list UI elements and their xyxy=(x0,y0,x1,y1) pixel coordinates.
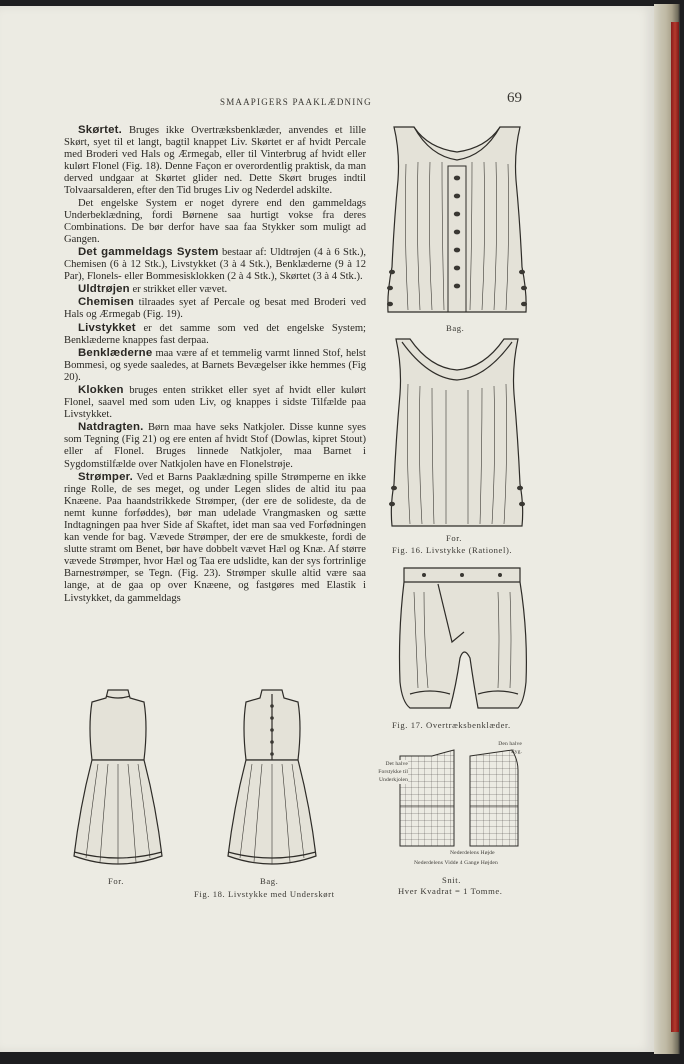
fig18-caption: Fig. 18. Livstykke med Underskørt xyxy=(194,889,335,899)
pattern-width-label: Nederdelens Vidde 4 Gange Højden xyxy=(414,860,498,866)
fig17-caption: Fig. 17. Overtræksbenklæder. xyxy=(392,720,511,730)
fig16-front-label: For. xyxy=(446,533,463,543)
fig18-front-label: For. xyxy=(108,876,125,886)
paragraph-skoertet: Skørtet. Bruges ikke Overtræksbenklæder, anvendes et lille Skørt, syet til et langt, bagtil knappet Liv. Skørtet er af hvidt Percale med Broderi ved Hals og Ærmegab, eller til Vinterbrug af hvidt eller kulørt Flonel (Fig. 18). Denne Façon er overordentlig praktisk, da man derved undgaar at Skørtet glider ned. Dette Skørt bruges indtil Tolvaarsalderen, efter den Tid bruges Liv og Nederdel adskilte. xyxy=(64,124,366,197)
fig17-overtrousers-illustration xyxy=(394,562,530,714)
paragraph-gammeldags-system: Det gammeldags System bestaar af: Uldtrøjen (4 à 6 Stk.), Chemisen (6 à 12 Stk.), Livstykket (3 à 4 Stk.), Benklæderne (9 à 12 Par), Flonels- eller Bommesisklokken (2 à 4 Stk.), Skørtet (3 à 4 Stk.). xyxy=(64,245,367,283)
heading-chemisen: Chemisen xyxy=(78,296,135,309)
paragraph-chemisen: Chemisen tilraades syet af Percale og besat med Broderi ved Hals og Ærmegab (Fig. 19). xyxy=(64,296,366,321)
heading-skoertet: Skørtet. xyxy=(78,124,123,136)
fig16-bodice-back-illustration xyxy=(384,122,530,318)
paragraph-benklaederne: Benklæderne maa være af et temmelig varmt linned Stof, helst Bommesi, og syede saaledes, at Barnets Bevægelser ikke hemmes (Fig 20). xyxy=(64,346,366,383)
fig18-dress-front-illustration xyxy=(70,686,166,870)
pattern-scale-caption: Hver Kvadrat = 1 Tomme. xyxy=(398,886,503,896)
paragraph-livstykket: Livstykket er det samme som ved det engelske System; Benklæderne knappes fast derpaa. xyxy=(64,321,366,346)
fig18-back-label: Bag. xyxy=(260,876,279,886)
pattern-right-label: Den halve Ryg. xyxy=(498,741,522,755)
heading-natdragten: Natdragten. xyxy=(78,421,144,434)
fig16-bodice-front-illustration xyxy=(384,334,530,530)
book-spine xyxy=(654,4,680,1054)
paragraph-natdragten: Natdragten. Børn maa have seks Natkjoler. Disse kunne syes som Tegning (Fig 21) og ere enten af hvidt Stof (Dowlas, kipret Stout) eller af Flonel. Bruges linnede Natkjoler, maa Barnet i Sygdomstilfælde over Natkjolen have en Flonelstrøje. xyxy=(64,421,366,470)
heading-livstykket: Livstykket xyxy=(78,321,136,334)
paragraph-stroemper: Strømper. Ved et Barns Paaklædning spille Strømperne en ikke ringe Rolle, de ses meget, og under Legen slides de altid itu paa Knæene. Paa haandstrikkede Strømper, (der ere de solideste, da de nemt kunne forføddes), bør man udelade Vrangmasken og sætte Indtagningen paa hver Side af Skaftet, idet man saa ved Forfødningen kan vende for bag. Vævede Strømper, der ere de smukkeste, fordi de slutte stramt om Benet, bør have dobbelt vævet Hæl og Knæ. Af større vævede Strømper, hvor Hæl og Taa ere udslidte, kan der sys fortrinlige Barnestrømper, se Tegn. (Fig. 23). Strømper skulle altid være saa lange, at de gaa op over Knæene, og fastgøres med Elastik i Livstykket, da gammeldags xyxy=(64,470,366,604)
fig16-back-label: Bag. xyxy=(446,323,465,333)
pattern-title: Snit. xyxy=(442,875,461,885)
fig16-caption: Fig. 16. Livstykke (Rationel). xyxy=(392,545,513,555)
pattern-grid-illustration xyxy=(392,742,528,852)
pattern-height-label: Nederdelens Højde xyxy=(450,850,495,856)
heading-benklaederne: Benklæderne xyxy=(78,346,153,359)
heading-klokken: Klokken xyxy=(78,383,124,396)
paragraph-uldtroejen: Uldtrøjen er strikket eller vævet. xyxy=(78,283,228,296)
paragraph-klokken: Klokken bruges enten strikket eller syet af hvidt eller kulørt Flonel, saavel med som uden Liv, og knappes i sidste Tilfælde paa Livstykket. xyxy=(64,383,366,421)
body-text-column xyxy=(64,124,366,605)
bookmark-ribbon xyxy=(671,22,679,1032)
fig18-dress-back-illustration xyxy=(224,686,320,870)
heading-uldtroejen: Uldtrøjen xyxy=(78,283,130,296)
running-title: SMAAPIGERS PAAKLÆDNING xyxy=(220,97,372,107)
heading-stroemper: Strømper. xyxy=(78,470,133,483)
heading-gammeldags-system: Det gammeldags System xyxy=(78,245,219,258)
pattern-left-label: Det halve Forstykke til Underkjolen xyxy=(372,760,408,784)
paragraph-engelske-system: Det engelske System er noget dyrere end den gammeldags Underbeklædning, fordi Børnene saa hurtigt vokse fra deres Combinations. De bør derfor have saa faa Stykker som muligt ad Gangen. xyxy=(64,197,366,245)
page-number: 69 xyxy=(507,90,522,106)
